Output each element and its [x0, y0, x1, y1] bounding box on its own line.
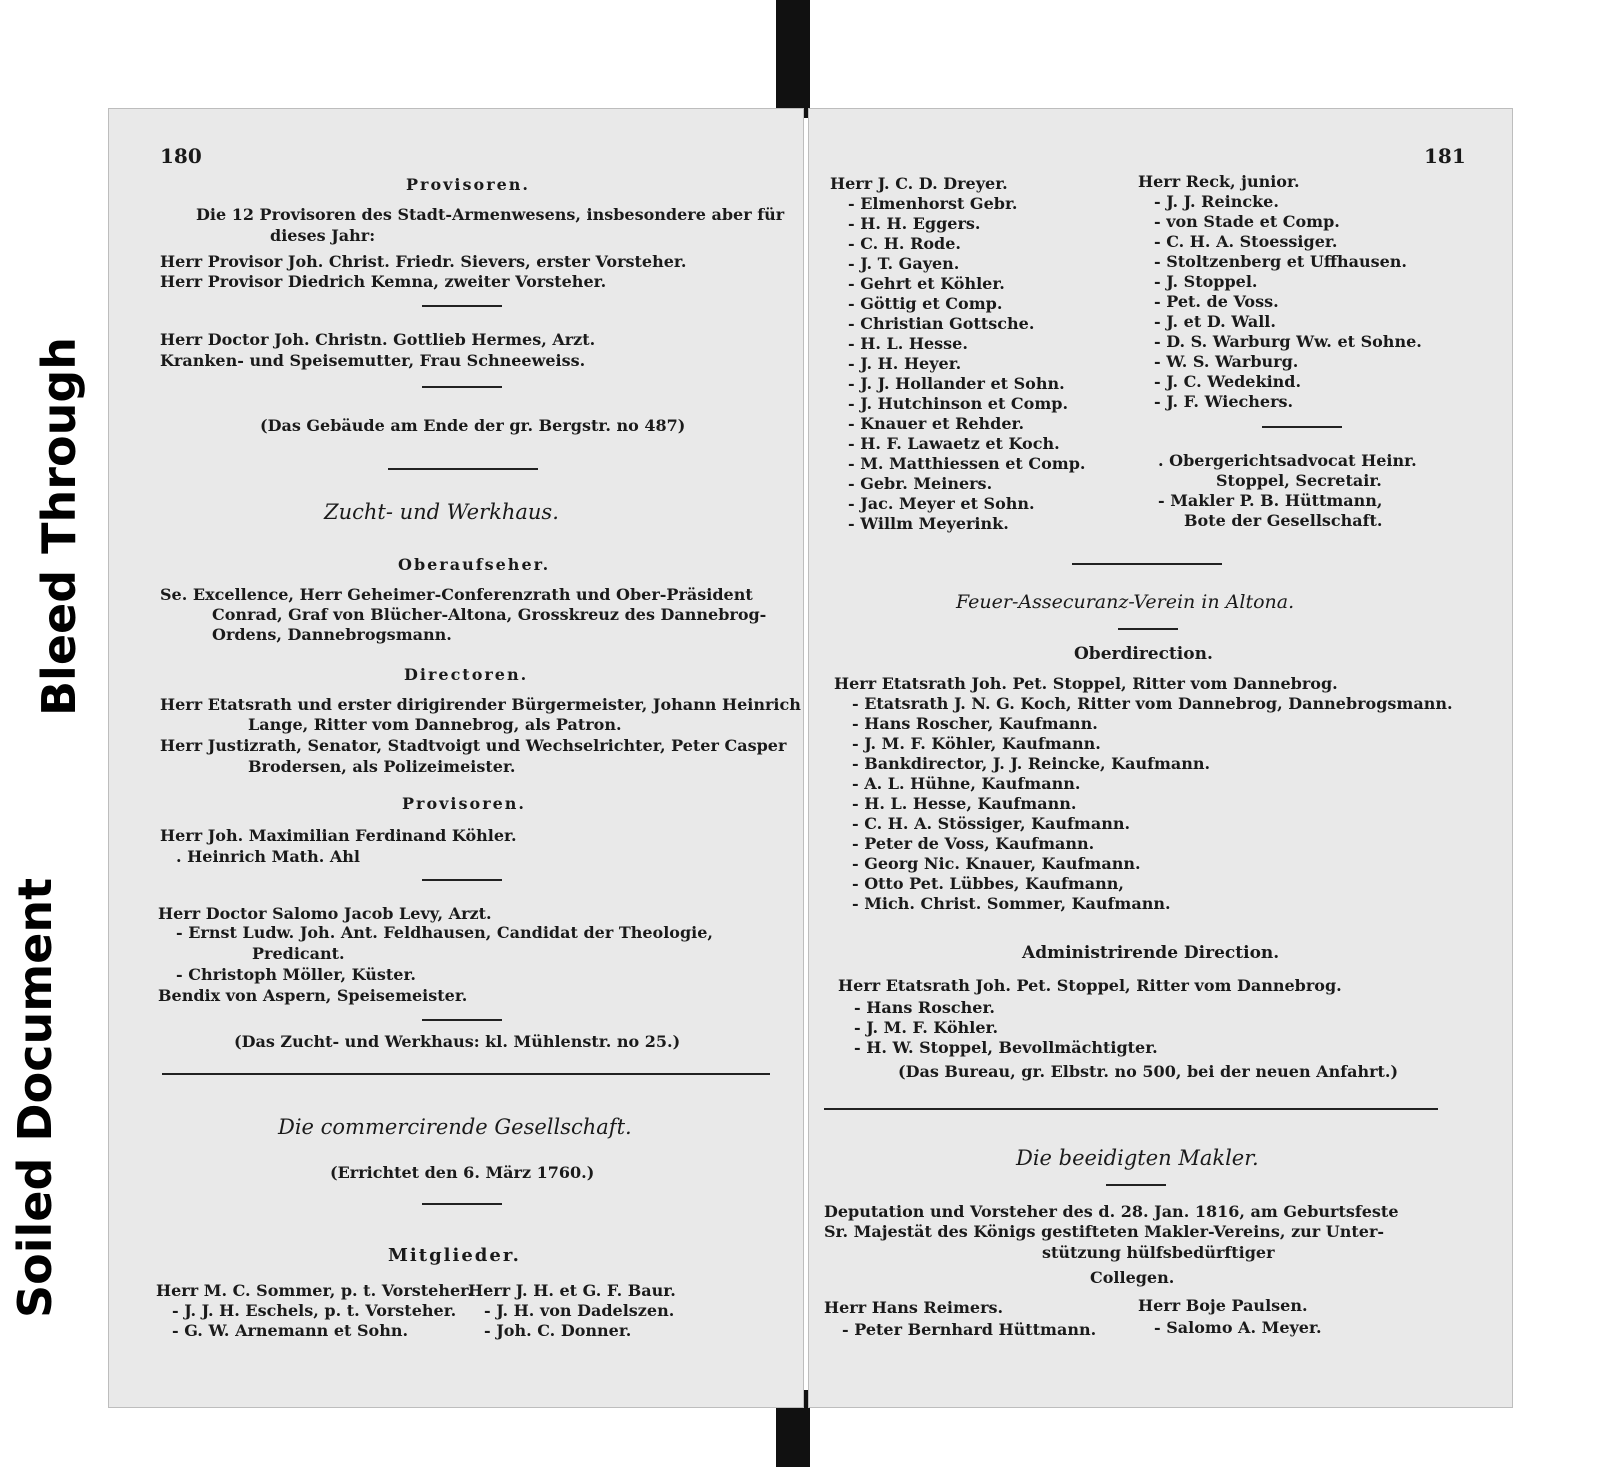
member-entry: - C. H. A. Stoessiger.	[1154, 232, 1338, 251]
director-entry: - J. M. F. Köhler, Kaufmann.	[852, 734, 1101, 753]
text-line: - Ernst Ludw. Joh. Ant. Feldhausen, Candidat der Theologie,	[176, 923, 713, 942]
text-line: Bote der Gesellschaft.	[1184, 511, 1383, 530]
makler-entry: Herr Hans Reimers.	[824, 1298, 1004, 1317]
member-entry: - Christian Gottsche.	[848, 314, 1035, 333]
member-entry: - J. Hutchinson et Comp.	[848, 394, 1069, 413]
text-line: Herr Joh. Maximilian Ferdinand Köhler.	[160, 826, 517, 845]
member-entry: - Göttig et Comp.	[848, 294, 1003, 313]
address-line: (Das Zucht- und Werkhaus: kl. Mühlenstr. no 25.)	[234, 1032, 681, 1051]
member-entry: - M. Matthiessen et Comp.	[848, 454, 1086, 473]
divider	[422, 1203, 502, 1205]
text-line: Herr Justizrath, Senator, Stadtvoigt und Wechselrichter, Peter Casper	[160, 736, 787, 755]
director-entry: Herr Etatsrath Joh. Pet. Stoppel, Ritter vom Dannebrog.	[834, 674, 1338, 693]
member-entry: - D. S. Warburg Ww. et Sohne.	[1154, 332, 1422, 351]
heading-administrirende: Administrirende Direction.	[1022, 943, 1280, 963]
heading-mitglieder: Mitglieder.	[388, 1245, 521, 1266]
text-line: dieses Jahr:	[270, 226, 376, 245]
member-entry: - H. L. Hesse.	[848, 334, 968, 353]
director-entry: - C. H. A. Stössiger, Kaufmann.	[852, 814, 1131, 833]
divider	[1262, 426, 1342, 428]
text-line: Kranken- und Speisemutter, Frau Schneeweiss.	[160, 351, 586, 370]
member-entry: - G. W. Arnemann et Sohn.	[172, 1321, 409, 1340]
text-line: Lange, Ritter vom Dannebrog, als Patron.	[248, 715, 622, 734]
divider	[1118, 628, 1178, 630]
text-line: - Christoph Möller, Küster.	[176, 965, 416, 984]
heading-directoren: Directoren.	[404, 665, 529, 684]
director-entry: - Peter de Voss, Kaufmann.	[852, 834, 1095, 853]
director-entry: - Bankdirector, J. J. Reincke, Kaufmann.	[852, 754, 1211, 773]
page-number-left: 180	[160, 144, 202, 168]
director-entry: - Georg Nic. Knauer, Kaufmann.	[852, 854, 1141, 873]
member-entry: - C. H. Rode.	[848, 234, 961, 253]
member-entry: - J. J. Reincke.	[1154, 192, 1279, 211]
member-entry: - J. Stoppel.	[1154, 272, 1258, 291]
divider	[422, 1019, 502, 1021]
text-line: Herr Provisor Joh. Christ. Friedr. Sievers, erster Vorsteher.	[160, 252, 687, 271]
heading-oberdirection: Oberdirection.	[1074, 644, 1213, 664]
director-entry: - H. L. Hesse, Kaufmann.	[852, 794, 1077, 813]
divider	[1106, 1184, 1166, 1186]
section-rule	[162, 1073, 770, 1075]
text-line: Se. Excellence, Herr Geheimer-Conferenzrath und Ober-Präsident	[160, 585, 753, 604]
member-entry: - J. C. Wedekind.	[1154, 372, 1302, 391]
member-entry: - J. F. Wiechers.	[1154, 392, 1294, 411]
director-entry: - Hans Roscher.	[854, 998, 995, 1017]
divider	[422, 386, 502, 388]
text-line: Herr Doctor Salomo Jacob Levy, Arzt.	[158, 904, 492, 923]
heading-provisoren-2: Provisoren.	[402, 794, 526, 813]
divider	[422, 879, 502, 881]
member-entry: - Knauer et Rehder.	[848, 414, 1025, 433]
director-entry: - A. L. Hühne, Kaufmann.	[852, 774, 1081, 793]
member-entry: - Gehrt et Köhler.	[848, 274, 1005, 293]
member-entry: - J. H. von Dadelszen.	[484, 1301, 675, 1320]
member-entry: - Gebr. Meiners.	[848, 474, 993, 493]
director-entry: Herr Etatsrath Joh. Pet. Stoppel, Ritter vom Dannebrog.	[838, 976, 1342, 995]
section-title-commercirende: Die commercirende Gesellschaft.	[278, 1115, 632, 1139]
member-entry: - J. H. Heyer.	[848, 354, 962, 373]
text-line: Deputation und Vorsteher des d. 28. Jan. 1816, am Geburtsfeste	[824, 1202, 1399, 1221]
text-line: Ordens, Dannebrogsmann.	[212, 625, 452, 644]
member-entry: Herr J. H. et G. F. Baur.	[468, 1281, 676, 1300]
director-entry: - J. M. F. Köhler.	[854, 1018, 999, 1037]
founding-date: (Errichtet den 6. März 1760.)	[330, 1163, 595, 1182]
section-title-makler: Die beeidigten Makler.	[1016, 1146, 1259, 1170]
text-line: Collegen.	[1090, 1268, 1175, 1287]
bleed-through-label: Bleed Through	[32, 336, 86, 716]
soiled-document-label: Soiled Document	[8, 877, 62, 1318]
member-entry: - W. S. Warburg.	[1154, 352, 1299, 371]
text-line: . Obergerichtsadvocat Heinr.	[1158, 451, 1417, 470]
text-line: Conrad, Graf von Blücher-Altona, Grosskreuz des Dannebrog-	[212, 605, 767, 624]
makler-entry: - Salomo A. Meyer.	[1154, 1318, 1322, 1337]
director-entry: - Mich. Christ. Sommer, Kaufmann.	[852, 894, 1171, 913]
makler-entry: Herr Boje Paulsen.	[1138, 1296, 1308, 1315]
member-entry: - Jac. Meyer et Sohn.	[848, 494, 1035, 513]
heading-provisoren: Provisoren.	[406, 175, 530, 194]
page-number-right: 181	[1424, 144, 1466, 168]
member-entry: Herr J. C. D. Dreyer.	[830, 174, 1008, 193]
text-line: Herr Etatsrath und erster dirigirender Bürgermeister, Johann Heinrich	[160, 695, 801, 714]
text-line: Predicant.	[252, 944, 345, 963]
member-entry: - Joh. C. Donner.	[484, 1321, 632, 1340]
text-line: . Heinrich Math. Ahl	[176, 847, 360, 866]
text-line: stützung hülfsbedürftiger	[1042, 1243, 1275, 1262]
member-entry: - J. T. Gayen.	[848, 254, 960, 273]
gutter-top-bar	[776, 0, 810, 118]
text-line: Bendix von Aspern, Speisemeister.	[158, 986, 468, 1005]
address-line: (Das Gebäude am Ende der gr. Bergstr. no 487)	[260, 416, 686, 435]
member-entry: Herr Reck, junior.	[1138, 172, 1300, 191]
heading-oberaufseher: Oberaufseher.	[398, 555, 551, 574]
member-entry: - Pet. de Voss.	[1154, 292, 1279, 311]
text-line: Herr Provisor Diedrich Kemna, zweiter Vorsteher.	[160, 272, 607, 291]
member-entry: - Elmenhorst Gebr.	[848, 194, 1018, 213]
member-entry: - J. J. H. Eschels, p. t. Vorsteher.	[172, 1301, 457, 1320]
text-line: Stoppel, Secretair.	[1216, 471, 1382, 490]
text-line: - Makler P. B. Hüttmann,	[1158, 491, 1383, 510]
divider	[388, 468, 538, 470]
address-line: (Das Bureau, gr. Elbstr. no 500, bei der neuen Anfahrt.)	[898, 1062, 1399, 1081]
member-entry: - Stoltzenberg et Uffhausen.	[1154, 252, 1407, 271]
text-line: Sr. Majestät des Königs gestifteten Makler-Vereins, zur Unter-	[824, 1222, 1385, 1241]
member-entry: - H. F. Lawaetz et Koch.	[848, 434, 1060, 453]
director-entry: - H. W. Stoppel, Bevollmächtigter.	[854, 1038, 1158, 1057]
divider	[1072, 563, 1222, 565]
director-entry: - Otto Pet. Lübbes, Kaufmann,	[852, 874, 1124, 893]
member-entry: - von Stade et Comp.	[1154, 212, 1340, 231]
text-line: Herr Doctor Joh. Christn. Gottlieb Hermes, Arzt.	[160, 330, 596, 349]
left-page	[108, 108, 804, 1408]
text-line: Brodersen, als Polizeimeister.	[248, 757, 516, 776]
section-rule	[824, 1108, 1438, 1110]
right-page	[808, 108, 1513, 1408]
section-title-feuer: Feuer-Assecuranz-Verein in Altona.	[956, 591, 1295, 613]
text-line: Die 12 Provisoren des Stadt-Armenwesens, insbesondere aber für	[196, 205, 785, 224]
member-entry: - J. J. Hollander et Sohn.	[848, 374, 1065, 393]
director-entry: - Etatsrath J. N. G. Koch, Ritter vom Dannebrog, Dannebrogsmann.	[852, 694, 1453, 713]
divider	[422, 305, 502, 307]
makler-entry: - Peter Bernhard Hüttmann.	[842, 1320, 1097, 1339]
member-entry: Herr M. C. Sommer, p. t. Vorsteher.	[156, 1281, 473, 1300]
member-entry: - J. et D. Wall.	[1154, 312, 1276, 331]
member-entry: - Willm Meyerink.	[848, 514, 1009, 533]
section-title-zucht: Zucht- und Werkhaus.	[324, 500, 559, 524]
director-entry: - Hans Roscher, Kaufmann.	[852, 714, 1098, 733]
member-entry: - H. H. Eggers.	[848, 214, 981, 233]
